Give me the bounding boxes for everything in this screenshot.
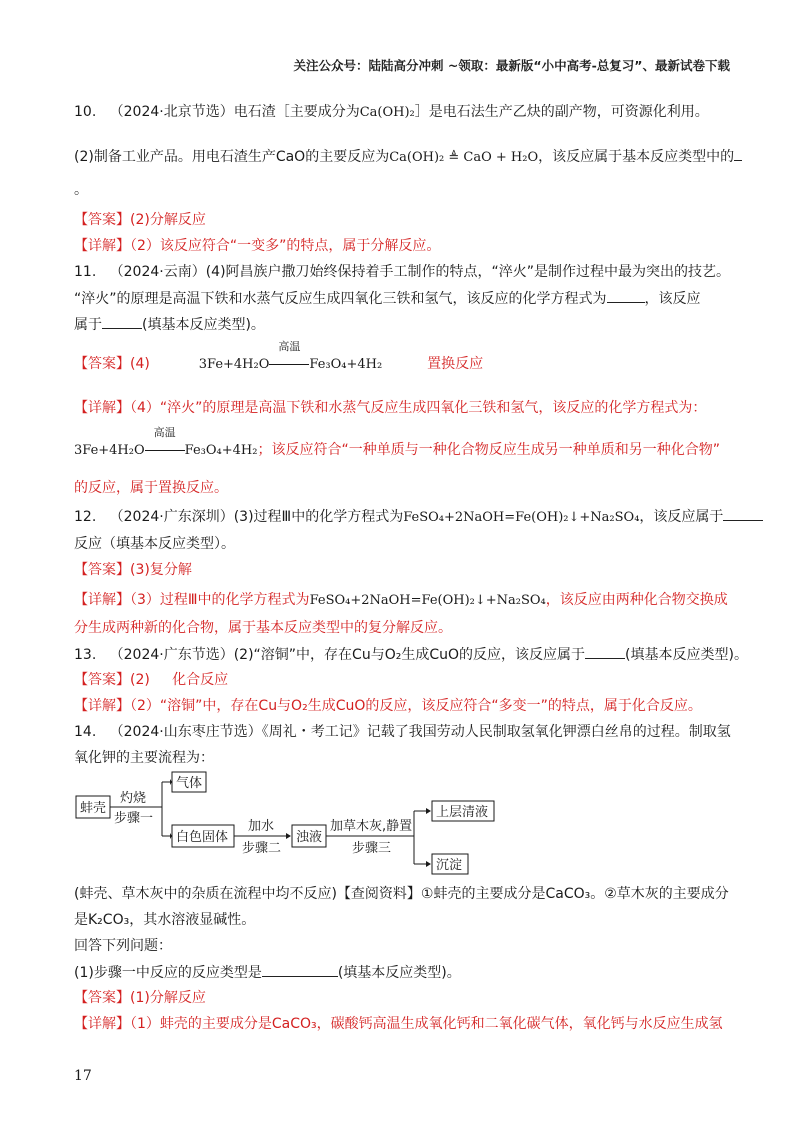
q14-q1-text: (1)步骤一中反应的反应类型是: [74, 965, 262, 981]
q11-answer-type: 置换反应: [427, 356, 484, 372]
q12-detail-2: 分生成两种新的化合物，属于基本反应类型中的复分解反应。: [74, 620, 452, 636]
arrowhead-precip: [426, 861, 431, 867]
q10-stem: [74, 102, 709, 123]
flow-text-start: 蚌壳: [80, 801, 107, 816]
q10-source: （2024·北京节选）: [109, 104, 234, 120]
flow-text-gas: 气体: [176, 776, 203, 791]
answer-tag: 【答案】: [74, 562, 130, 578]
q13-answer: [74, 670, 228, 690]
q11-blank-1[interactable]: [607, 288, 645, 303]
q10-ca-formula: Ca(OH)₂: [359, 105, 415, 120]
q11-text3b: (填基本反应类型)。: [142, 317, 265, 333]
q13-detail-text: （2）“溶铜”中，存在Cu与O₂生成CuO的反应，该反应符合“多变一”的特点，属于化合反应。: [130, 698, 702, 714]
q10-detail-text: （2）该反应符合“一变多”的特点，属于分解反应。: [130, 238, 441, 254]
q11-text1: (4)阿昌族户撒刀始终保持着手工制作的特点，“淬火”是制作过程中最为突出的技艺。: [205, 264, 731, 280]
q12-text1b: ，该反应属于: [639, 509, 724, 525]
q11-detail-eq-left: 3Fe+4H₂O: [74, 443, 145, 458]
q11-text3a: 属于: [74, 317, 102, 333]
q10-intro: 电石渣［主要成分为: [233, 104, 360, 120]
q11-answer: [74, 340, 484, 375]
q12-number: 12.: [74, 509, 97, 525]
q13-answer-text: 化合反应: [172, 672, 229, 688]
q10-part2-tail: ，该反应属于基本反应类型中的: [538, 149, 735, 165]
q14-q1: [74, 962, 461, 983]
q13-blank[interactable]: [585, 644, 625, 659]
q11-detail1-text: （4）“淬火”的原理是高温下铁和水蒸气反应生成四氧化三铁和氢气，该反应的化学方程式为：: [130, 400, 707, 416]
q14-flow-diagram: [74, 768, 514, 880]
q14-text1: 《周礼・考工记》记载了我国劳动人民制取氢氧化钾漂白丝帛的过程。制取氢: [261, 724, 731, 740]
q13-detail: [74, 696, 702, 716]
q14-detail-text: （1）蚌壳的主要成分是CaCO₃，碳酸钙高温生成氧化钙和二氧化碳气体，氧化钙与水反应生成氢: [130, 1016, 723, 1032]
q14-note-1: (蚌壳、草木灰中的杂质在流程中均不反应)【查阅资料】①蚌壳的主要成分是CaCO₃。②草木灰的主要成分: [74, 886, 729, 902]
q11-detail-3: 的反应，属于置换反应。: [74, 480, 228, 496]
q11-eq-left: 3Fe+4H₂O: [198, 357, 270, 372]
q11-detail-eq-condition: [145, 426, 185, 460]
flow-text-step2-top: 加水: [248, 819, 275, 834]
q13-text-a: (2)“溶铜”中，存在Cu与O₂生成CuO的反应，该反应属于: [233, 647, 586, 663]
answer-tag: 【答案】: [74, 356, 130, 372]
q11-stem-3: [74, 314, 265, 335]
flow-text-step1-top: 灼烧: [120, 791, 147, 806]
page-number: 17: [74, 1068, 92, 1084]
answer-tag: 【答案】: [74, 672, 130, 688]
detail-tag: 【详解】: [74, 238, 130, 254]
q12-stem-1: [74, 506, 763, 528]
flow-svg: [74, 768, 514, 880]
q10-number: 10.: [74, 104, 97, 120]
q11-detail-2: [74, 426, 720, 461]
q14-blank[interactable]: [262, 962, 338, 977]
q14-prompt: 回答下列问题：: [74, 938, 172, 954]
q11-stem-2: [74, 288, 701, 309]
q12-answer: [74, 560, 192, 580]
q11-source: （2024·云南）: [109, 264, 206, 280]
flow-text-step2-bottom: 步骤二: [242, 841, 282, 856]
q14-answer: [74, 988, 206, 1008]
q10-answer-text: (2)分解反应: [130, 212, 206, 228]
q11-text2: “淬火”的原理是高温下铁和水蒸气反应生成四氧化三铁和氢气，该反应的化学方程式为: [74, 291, 607, 307]
q12-blank[interactable]: [723, 506, 763, 521]
q12-equation: FeSO₄+2NaOH=Fe(OH)₂↓+Na₂SO₄: [403, 510, 640, 525]
flow-text-clear: 上层清液: [436, 805, 489, 820]
q13-number: 13.: [74, 647, 97, 663]
q11-detail-eq-cond: 高温: [153, 426, 176, 439]
q11-eq-right: Fe₃O₄+4H₂: [309, 357, 383, 372]
q12-stem-2: 反应（填基本反应类型）。: [74, 536, 235, 552]
q11-blank-2[interactable]: [102, 314, 142, 329]
q11-number: 11.: [74, 264, 97, 280]
q11-stem-1: [74, 262, 730, 282]
q14-answer-text: (1)分解反应: [130, 990, 206, 1006]
q12-detail1b: ，该反应由两种化合物交换成: [545, 592, 728, 608]
q13-answer-part: (2): [130, 672, 150, 688]
q10-answer: [74, 210, 206, 230]
q10-reaction: Ca(OH)₂ ≜ CaO + H₂O: [389, 150, 539, 165]
arrowhead-turbid: [286, 833, 291, 839]
q14-q1-tail: (填基本反应类型)。: [337, 965, 461, 981]
q11-text2-end: ，该反应: [644, 291, 701, 307]
q11-detail-1: [74, 398, 706, 418]
q13-stem: [74, 644, 748, 665]
q14-detail: [74, 1014, 723, 1034]
q11-eq-cond-text: 高温: [278, 340, 301, 353]
q14-stem-2: 氧化钾的主要流程为：: [74, 750, 214, 766]
page-header: 关注公众号：陆陆高分冲刺 ~领取：最新版“小中高考-总复习”、最新试卷下载: [293, 58, 730, 73]
q14-number: 14.: [74, 724, 97, 740]
q12-source: （2024·广东深圳）: [109, 509, 234, 525]
q12-answer-text: (3)复分解: [130, 562, 192, 578]
flow-text-precip: 沉淀: [436, 858, 463, 873]
arrowhead-clear: [426, 808, 431, 814]
q12-text1a: (3)过程Ⅲ中的化学方程式为: [233, 509, 404, 525]
q11-answer-part: (4): [130, 356, 150, 372]
q12-detail-1: [74, 590, 728, 611]
q12-detail1a: （3）过程Ⅲ中的化学方程式为: [130, 592, 310, 608]
flow-text-step3-bottom: 步骤三: [352, 841, 392, 856]
q10-blank[interactable]: [734, 146, 742, 161]
answer-tag: 【答案】: [74, 990, 130, 1006]
q10-intro-end: ］是电石法生产乙炔的副产物，可资源化利用。: [414, 104, 709, 120]
detail-tag: 【详解】: [74, 698, 130, 714]
detail-tag: 【详解】: [74, 400, 130, 416]
detail-tag: 【详解】: [74, 592, 130, 608]
q10-part2-text: (2)制备工业产品。用电石渣生产CaO的主要反应为: [74, 149, 390, 165]
q14-stem-1: [74, 722, 731, 742]
q10-part2: [74, 146, 742, 168]
flow-text-step3-top: 加草木灰,静置: [330, 819, 413, 834]
q10-part2-end: 。: [74, 182, 88, 198]
q12-detail-equation: FeSO₄+2NaOH=Fe(OH)₂↓+Na₂SO₄: [309, 593, 546, 608]
q13-source: （2024·广东节选）: [109, 647, 234, 663]
flow-text-step1-bottom: 步骤一: [114, 811, 154, 826]
flow-text-solid: 白色固体: [176, 830, 229, 845]
q14-note-2: 是K₂CO₃，其水溶液显碱性。: [74, 912, 256, 928]
q14-source: （2024·山东枣庄节选）: [109, 724, 262, 740]
q11-detail2-text: ；该反应符合“一种单质与一种化合物反应生成另一种单质和另一种化合物”: [257, 442, 720, 458]
flow-text-turbid: 浊液: [296, 830, 323, 845]
q10-detail: [74, 236, 440, 256]
q11-eq-condition: [269, 340, 309, 374]
answer-tag: 【答案】: [74, 212, 130, 228]
detail-tag: 【详解】: [74, 1016, 130, 1032]
q13-text-b: (填基本反应类型)。: [625, 647, 748, 663]
q11-detail-eq-right: Fe₃O₄+4H₂: [184, 443, 258, 458]
